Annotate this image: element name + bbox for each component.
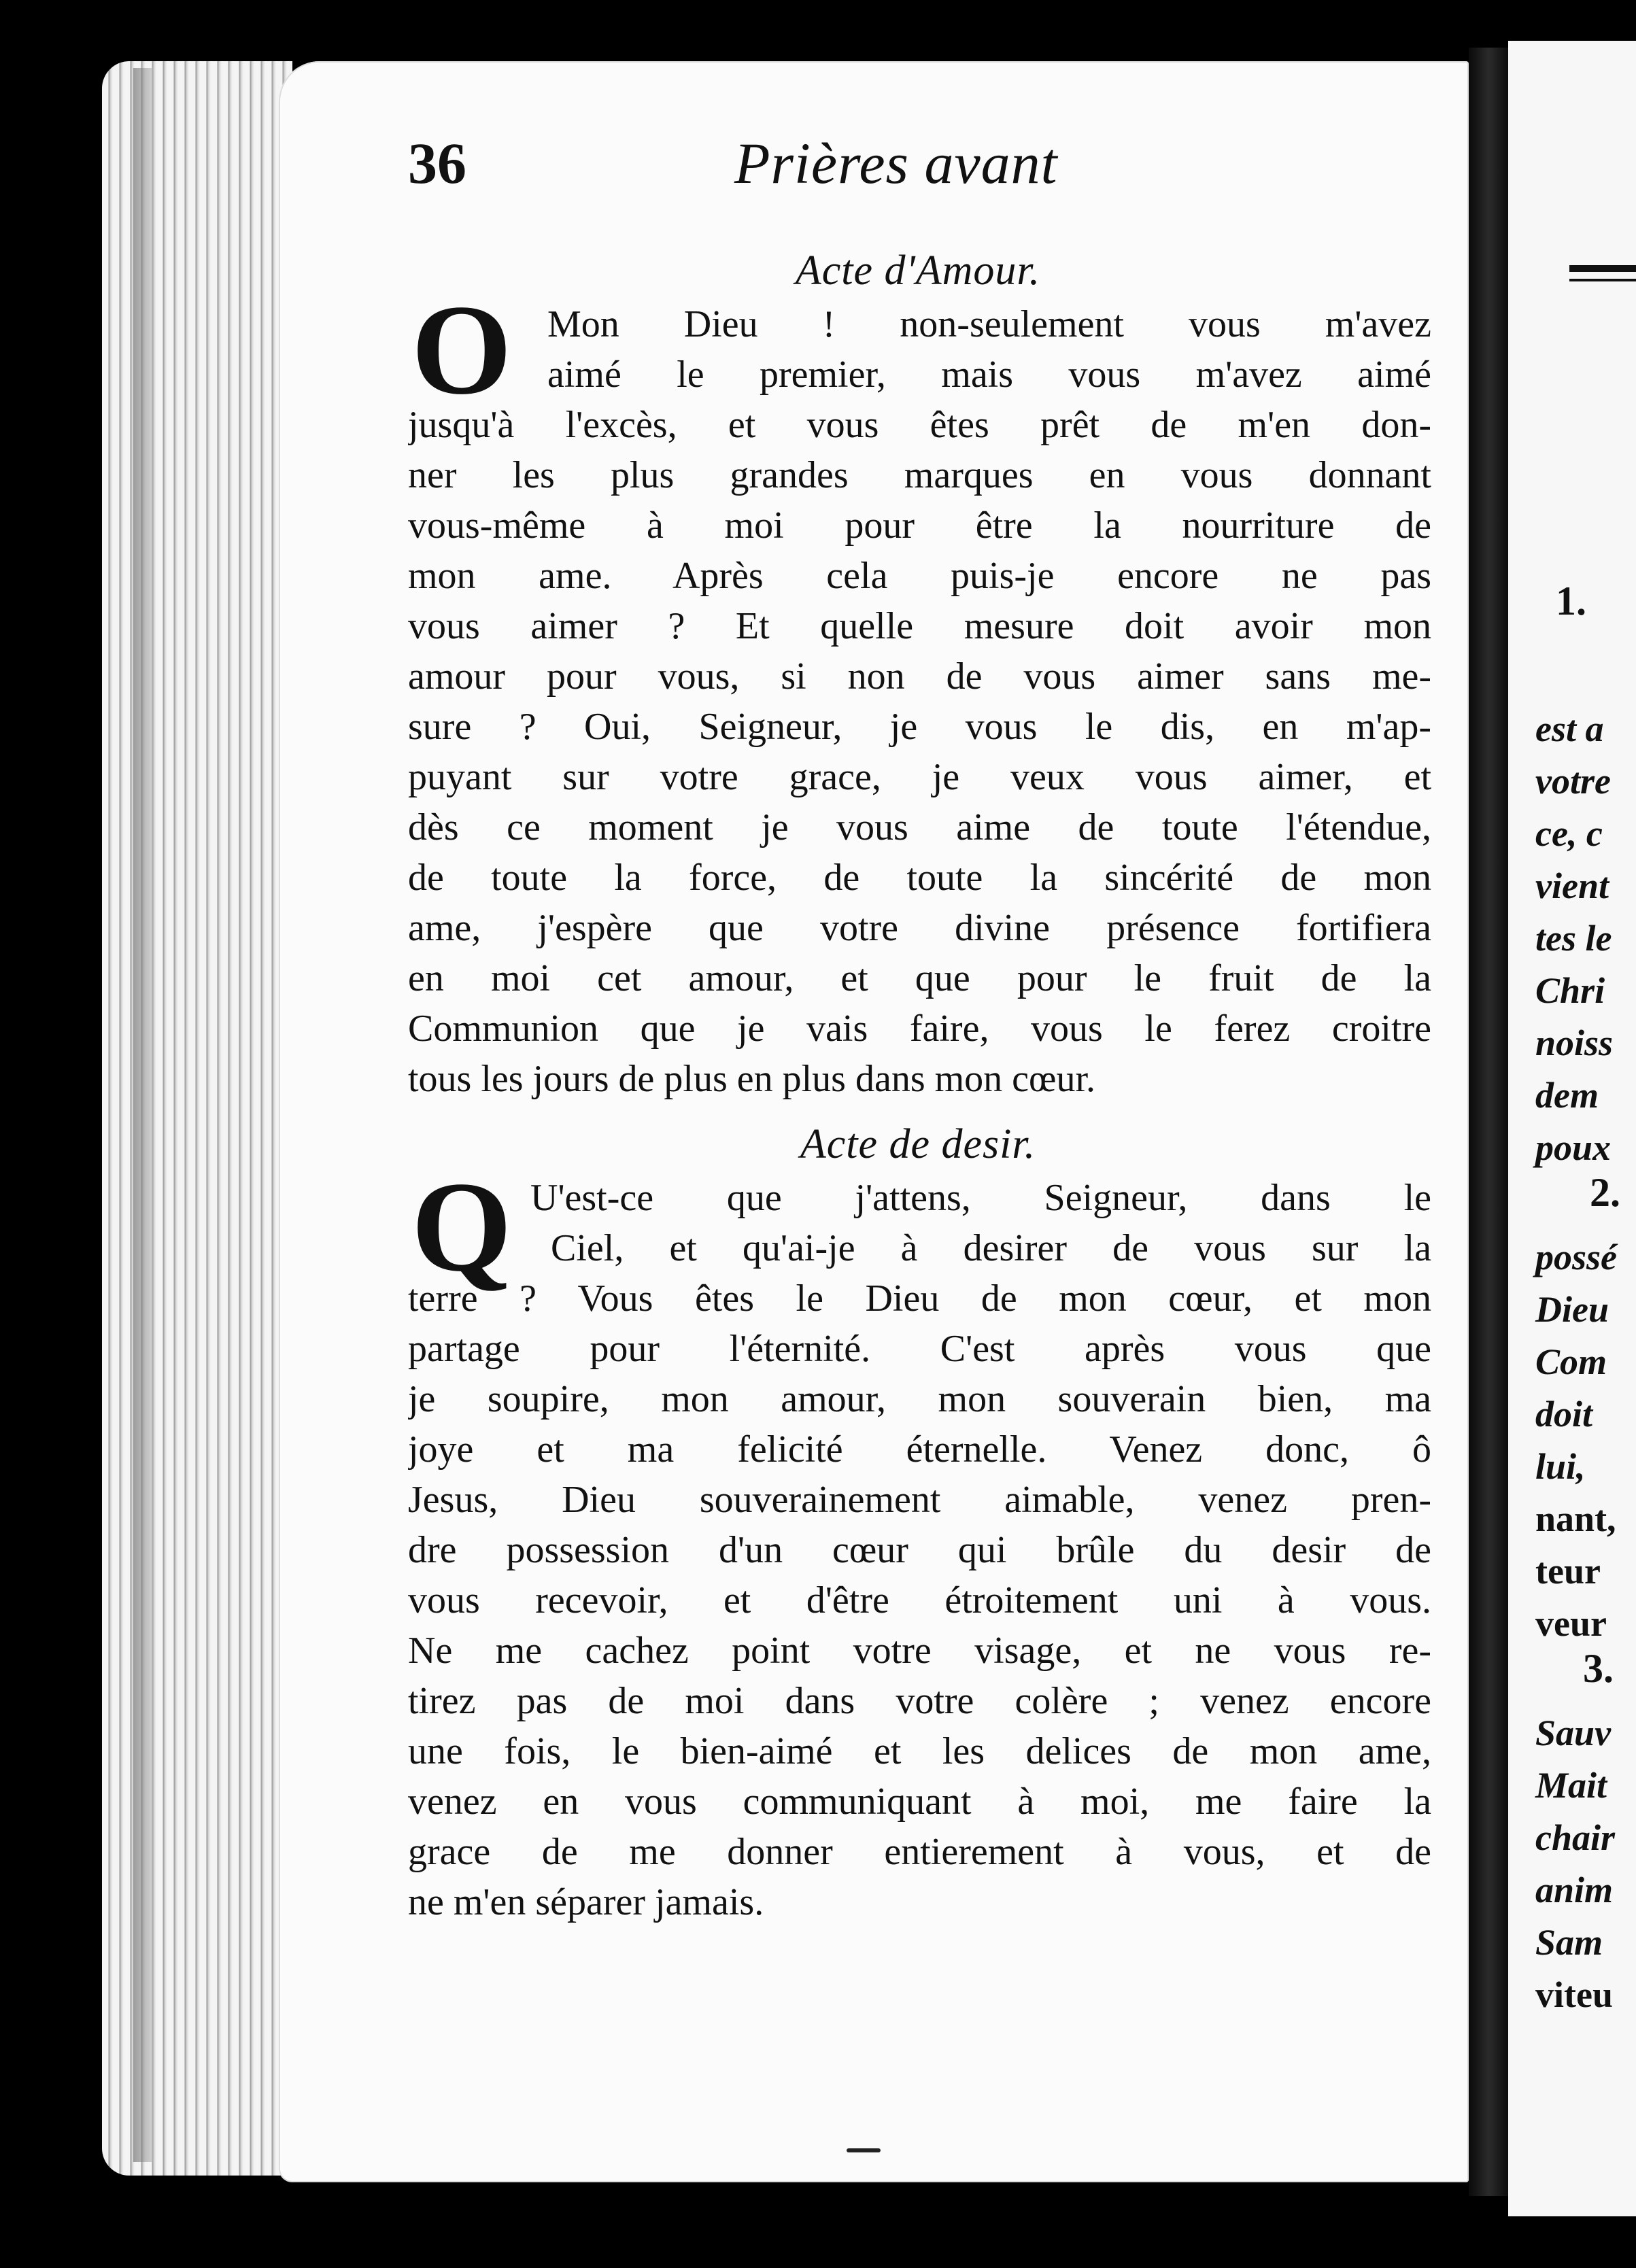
- facing-fragment: tes le: [1535, 918, 1612, 959]
- facing-fragment: dem: [1535, 1075, 1599, 1116]
- text-line: venez en vous communiquant à moi, me faire la: [408, 1781, 1431, 1823]
- text-line: une fois, le bien-aimé et les delices de mon ame,: [408, 1730, 1431, 1772]
- facing-fragment: doit: [1535, 1394, 1593, 1434]
- text-line: vous recevoir, et d'être étroitement uni à vous.: [408, 1579, 1431, 1621]
- facing-fragment: chair: [1535, 1817, 1616, 1858]
- facing-fragment: viteu: [1535, 1974, 1613, 2015]
- text-line: Jesus, Dieu souverainement aimable, venez pren-: [408, 1479, 1431, 1521]
- text-line: ner les plus grandes marques en vous donnant: [408, 454, 1431, 496]
- facing-fragment: poux: [1535, 1127, 1612, 1168]
- text-line: en moi cet amour, et que pour le fruit de la: [408, 957, 1431, 999]
- facing-number-3: 3.: [1583, 1646, 1614, 1691]
- book-gutter: [1469, 48, 1510, 2196]
- facing-fragment: Sauv: [1535, 1713, 1612, 1753]
- text-line: tous les jours de plus en plus dans mon cœur.: [408, 1058, 1096, 1100]
- text-line: vous-même à moi pour être la nourriture de: [408, 504, 1431, 547]
- text-line: grace de me donner entierement à vous, et de: [408, 1831, 1431, 1873]
- text-line: dès ce moment je vous aime de toute l'étendue,: [408, 806, 1431, 848]
- drop-cap-q: Q: [411, 1156, 512, 1299]
- text-line: de toute la force, de toute la sincérité de mon: [408, 857, 1431, 899]
- running-head: [408, 126, 1088, 201]
- facing-number-1: 1.: [1556, 579, 1586, 623]
- facing-fragment: Sam: [1535, 1922, 1603, 1963]
- text-line: ame, j'espère que votre divine présence fortifiera: [408, 907, 1431, 949]
- text-line: dre possession d'un cœur qui brûle du desir de: [408, 1529, 1431, 1571]
- text-line: ne m'en séparer jamais.: [408, 1881, 764, 1923]
- running-title: Prières avant: [734, 131, 1058, 196]
- facing-fragment: lui,: [1535, 1446, 1586, 1487]
- text-line: puyant sur votre grace, je veux vous aimer, et: [408, 756, 1431, 798]
- text-line: amour pour vous, si non de vous aimer sans me-: [408, 655, 1431, 698]
- edge-shadow: [133, 68, 154, 2162]
- drop-cap-o: O: [411, 279, 512, 422]
- facing-fragment: veur: [1535, 1603, 1607, 1644]
- page-edges: [102, 61, 292, 2176]
- facing-fragment: ce, c: [1535, 813, 1603, 854]
- text-line: tirez pas de moi dans votre colère ; venez encore: [408, 1680, 1431, 1722]
- facing-page-rule-thin: [1569, 279, 1636, 281]
- facing-fragment: nant,: [1535, 1498, 1616, 1539]
- facing-page: [1508, 41, 1636, 2216]
- facing-fragment: noiss: [1535, 1023, 1614, 1063]
- text-line: aimé le premier, mais vous m'avez aimé: [547, 354, 1431, 396]
- facing-fragment: teur: [1535, 1551, 1601, 1592]
- text-line: partage pour l'éternité. C'est après vous que: [408, 1328, 1431, 1370]
- ink-mark: [847, 2148, 881, 2152]
- facing-fragment: Mait: [1535, 1765, 1607, 1806]
- text-line: jusqu'à l'excès, et vous êtes prêt de m'en don-: [408, 404, 1431, 446]
- facing-fragment: vient: [1535, 865, 1609, 906]
- text-line: sure ? Oui, Seigneur, je vous le dis, en m'ap-: [408, 706, 1431, 748]
- section-heading-desir: Acte de desir.: [800, 1121, 1036, 1167]
- text-line: vous aimer ? Et quelle mesure doit avoir mon: [408, 605, 1431, 647]
- paragraph-acte-amour: [408, 299, 1431, 1104]
- facing-fragment: Com: [1535, 1341, 1607, 1382]
- facing-page-rule: [1569, 265, 1636, 272]
- facing-fragment: anim: [1535, 1870, 1614, 1910]
- facing-fragment: votre: [1535, 761, 1611, 802]
- page-number: 36: [408, 131, 466, 196]
- section-heading-amour: Acte d'Amour.: [795, 247, 1041, 294]
- facing-fragment: Chri: [1535, 970, 1605, 1011]
- text-line: U'est-ce que j'attens, Seigneur, dans le: [530, 1177, 1431, 1219]
- text-line: joye et ma felicité éternelle. Venez donc, ô: [408, 1428, 1431, 1471]
- text-line: terre ? Vous êtes le Dieu de mon cœur, et mon: [408, 1277, 1431, 1320]
- text-line: Communion que je vais faire, vous le ferez croitre: [408, 1008, 1431, 1050]
- text-line: mon ame. Après cela puis-je encore ne pas: [408, 555, 1431, 597]
- text-line: Ciel, et qu'ai-je à desirer de vous sur la: [551, 1227, 1431, 1269]
- facing-number-2: 2.: [1590, 1170, 1620, 1215]
- text-line: Ne me cachez point votre visage, et ne vous re-: [408, 1630, 1431, 1672]
- text-line: je soupire, mon amour, mon souverain bien, ma: [408, 1378, 1431, 1420]
- facing-fragment: Dieu: [1535, 1289, 1609, 1330]
- facing-fragment: possé: [1535, 1237, 1617, 1277]
- facing-fragment: est a: [1535, 708, 1604, 749]
- paragraph-acte-desir: [408, 1156, 1431, 1927]
- text-line: Mon Dieu ! non-seulement vous m'avez: [547, 303, 1431, 345]
